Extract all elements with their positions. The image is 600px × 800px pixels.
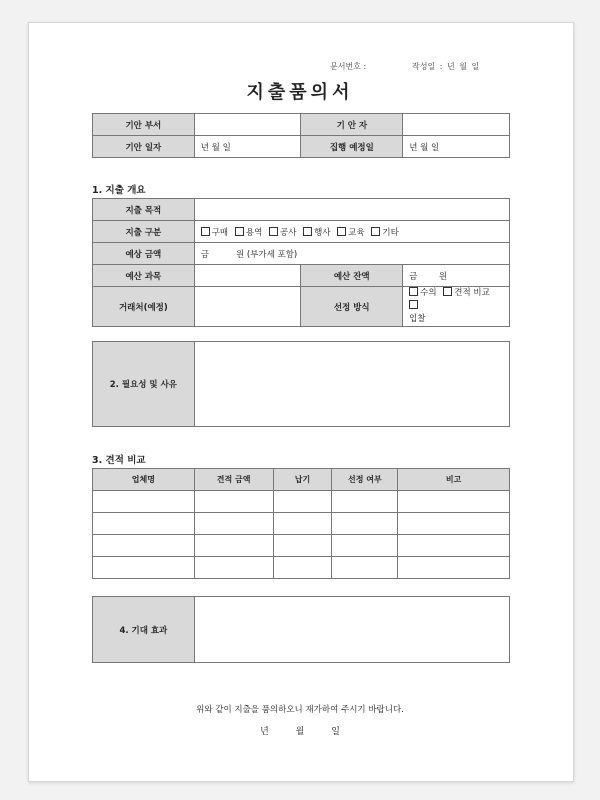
category-option[interactable]: 공사: [269, 228, 296, 238]
table-cell[interactable]: [273, 513, 332, 535]
checkbox-icon[interactable]: [269, 227, 278, 236]
table-cell[interactable]: [398, 535, 510, 557]
table-cell[interactable]: [194, 491, 273, 513]
section-2-title: 2. 필요성 및 사유: [93, 342, 195, 427]
table-cell[interactable]: [398, 513, 510, 535]
expected-effect-field[interactable]: [194, 597, 509, 663]
quote-table: [92, 468, 510, 579]
section-1-title: 1. 지출 개요: [92, 185, 146, 196]
table-cell[interactable]: [93, 557, 195, 579]
column-header: 납기: [273, 469, 332, 491]
category-option[interactable]: 기타: [371, 228, 398, 238]
necessity-table: [92, 341, 510, 427]
checkbox-icon[interactable]: [303, 227, 312, 236]
column-header: 견적 금액: [194, 469, 273, 491]
closing-date[interactable]: 년 월 일: [260, 727, 340, 737]
table-cell[interactable]: [93, 513, 195, 535]
dept-label: 기안 부서: [93, 114, 195, 136]
table-cell[interactable]: [194, 535, 273, 557]
table-cell[interactable]: [398, 557, 510, 579]
table-cell[interactable]: [93, 491, 195, 513]
budget-balance-field[interactable]: 금 원: [403, 265, 510, 287]
category-option[interactable]: 교육: [337, 228, 364, 238]
table-cell[interactable]: [398, 491, 510, 513]
table-cell[interactable]: [273, 535, 332, 557]
selection-option[interactable]: 견적 비교: [443, 288, 490, 298]
drafter-label: 기 안 자: [301, 114, 403, 136]
table-row: [93, 557, 510, 579]
column-header: 업체명: [93, 469, 195, 491]
checkbox-icon[interactable]: [443, 287, 452, 296]
table-cell[interactable]: [332, 535, 398, 557]
category-option[interactable]: 구매: [201, 228, 228, 238]
closing-statement: 위와 같이 지출을 품의하오니 재가하여 주시기 바랍니다.: [196, 705, 404, 715]
table-cell[interactable]: [194, 513, 273, 535]
checkbox-icon[interactable]: [235, 227, 244, 236]
checkbox-icon[interactable]: [409, 287, 418, 296]
amount-label: 예상 금액: [93, 243, 195, 265]
category-option[interactable]: 행사: [303, 228, 330, 238]
document-title: 지출품의서: [246, 82, 354, 103]
selection-label: 선정 방식: [301, 287, 403, 327]
column-header: 선정 여부: [332, 469, 398, 491]
purpose-label: 지출 목적: [93, 199, 195, 221]
vendor-field[interactable]: [194, 287, 301, 327]
exec-date-field[interactable]: 년 월 일: [403, 136, 510, 158]
table-cell[interactable]: [273, 557, 332, 579]
selection-option[interactable]: 수의: [409, 288, 436, 298]
write-date-label: 작성일 : 년 월 일: [412, 62, 480, 71]
purpose-field[interactable]: [194, 199, 509, 221]
category-options: [194, 221, 509, 243]
overview-table: [92, 198, 510, 327]
dept-field[interactable]: [194, 114, 301, 136]
table-row: [93, 535, 510, 557]
section-4-title: 4. 기대 효과: [93, 597, 195, 663]
checkbox-icon[interactable]: [337, 227, 346, 236]
amount-field[interactable]: 금 원 (부가세 포함): [194, 243, 509, 265]
expected-effect-table: [92, 596, 510, 663]
vendor-label: 거래처(예정): [93, 287, 195, 327]
table-row: [93, 491, 510, 513]
draft-date-field[interactable]: 년 월 일: [194, 136, 301, 158]
category-label: 지출 구분: [93, 221, 195, 243]
draft-date-label: 기안 일자: [93, 136, 195, 158]
category-option[interactable]: 용역: [235, 228, 262, 238]
table-cell[interactable]: [273, 491, 332, 513]
budget-item-label: 예산 과목: [93, 265, 195, 287]
drafter-field[interactable]: [403, 114, 510, 136]
checkbox-icon[interactable]: [371, 227, 380, 236]
necessity-field[interactable]: [194, 342, 509, 427]
checkbox-icon[interactable]: [409, 300, 418, 309]
exec-date-label: 집행 예정일: [301, 136, 403, 158]
table-cell[interactable]: [93, 535, 195, 557]
section-3-title: 3. 견적 비교: [92, 455, 146, 466]
selection-option[interactable]: 입찰: [409, 314, 426, 324]
selection-options: [403, 287, 510, 327]
budget-balance-label: 예산 잔액: [301, 265, 403, 287]
table-cell[interactable]: [332, 491, 398, 513]
checkbox-icon[interactable]: [201, 227, 210, 236]
column-header: 비고: [398, 469, 510, 491]
doc-number-label: 문서번호 :: [330, 62, 367, 71]
table-cell[interactable]: [194, 557, 273, 579]
info-table: [92, 113, 510, 158]
budget-item-field[interactable]: [194, 265, 301, 287]
table-cell[interactable]: [332, 557, 398, 579]
table-cell[interactable]: [332, 513, 398, 535]
table-row: [93, 513, 510, 535]
